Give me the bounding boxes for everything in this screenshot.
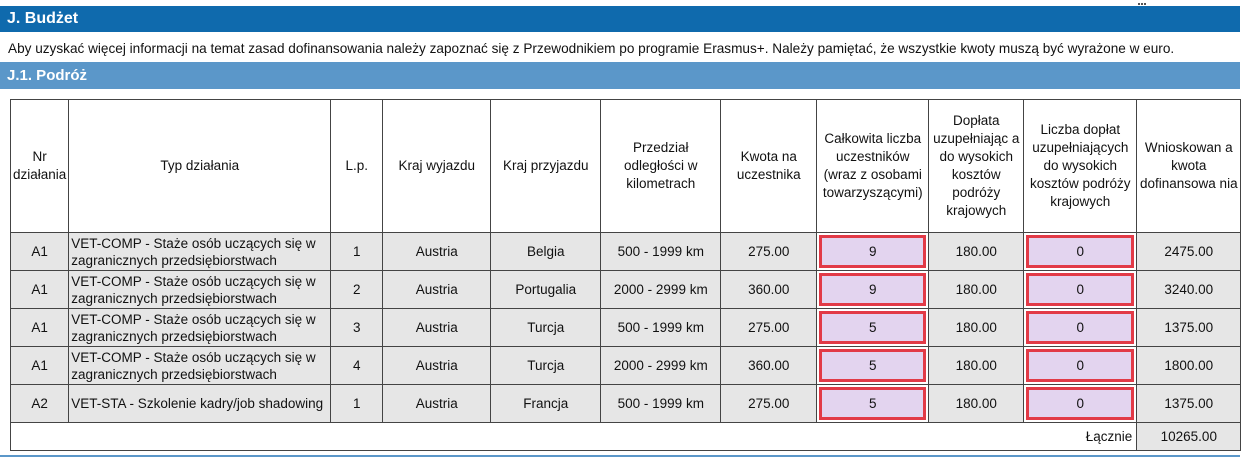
cell-distance-band: 500 - 1999 km [601,309,721,347]
cell-action-number: A1 [11,347,69,385]
cell-action-type: VET-COMP - Staże osób uczących się w zagranicznych przedsiębiorstwach [69,347,331,385]
cell-action-number: A1 [11,233,69,271]
cell-participants [817,309,929,347]
col-header-country-from: Kraj wyjazdu [383,100,491,233]
cell-action-type: VET-COMP - Staże osób uczących się w zagranicznych przedsiębiorstwach [69,233,331,271]
participants-input[interactable]: 5 [819,349,926,382]
cell-country-to: Francja [491,385,601,423]
col-header-lp: L.p. [331,100,383,233]
table-header-row [11,100,1241,233]
topup-count-input[interactable]: 0 [1026,349,1134,382]
col-header-topup-amount: Dopłata uzupełniając a do wysokich kosztów podróży krajowych [929,100,1024,233]
bottom-divider [0,455,1240,457]
total-value: 10265.00 [1137,423,1241,451]
cell-country-from: Austria [383,271,491,309]
topup-count-input[interactable]: 0 [1026,273,1134,306]
cell-lp: 1 [331,233,383,271]
cell-topup-count [1024,271,1137,309]
travel-budget-table-wrap [10,99,1241,451]
col-header-action-type: Typ działania [69,100,331,233]
cell-country-to: Turcja [491,309,601,347]
cell-distance-band: 500 - 1999 km [601,385,721,423]
cell-amount: 275.00 [721,233,817,271]
travel-budget-table [10,99,1241,451]
cell-action-number: A2 [11,385,69,423]
cell-country-from: Austria [383,347,491,385]
cell-country-from: Austria [383,233,491,271]
cell-country-from: Austria [383,309,491,347]
cell-action-type: VET-COMP - Staże osób uczących się w zagranicznych przedsiębiorstwach [69,309,331,347]
subsection-header: J.1. Podróż [0,62,1240,89]
cell-requested-amount: 3240.00 [1137,271,1241,309]
cell-action-number: A1 [11,271,69,309]
cell-participants [817,347,929,385]
corner-decoration [1138,0,1146,5]
cell-topup-amount: 180.00 [929,347,1024,385]
cell-amount: 275.00 [721,385,817,423]
cell-distance-band: 2000 - 2999 km [601,271,721,309]
col-header-country-to: Kraj przyjazdu [491,100,601,233]
cell-participants [817,233,929,271]
cell-country-to: Turcja [491,347,601,385]
cell-topup-amount: 180.00 [929,233,1024,271]
cell-requested-amount: 1800.00 [1137,347,1241,385]
cell-lp: 4 [331,347,383,385]
section-header: J. Budżet [0,6,1240,32]
cell-topup-count [1024,347,1137,385]
cell-topup-count [1024,385,1137,423]
cell-participants [817,271,929,309]
cell-requested-amount: 1375.00 [1137,309,1241,347]
cell-requested-amount: 2475.00 [1137,233,1241,271]
cell-topup-count [1024,309,1137,347]
col-header-total-participants: Całkowita liczba uczestników (wraz z osobami towarzyszącymi) [817,100,929,233]
total-row [11,423,1241,451]
table-row [11,233,1241,271]
cell-amount: 275.00 [721,309,817,347]
budget-info-text: Aby uzyskać więcej informacji na temat zasad dofinansowania należy zapoznać się z Przewodnikiem po programie Erasmus+. Należy pamiętać, że wszystkie kwoty muszą być wyrażone w euro. [8,41,1175,56]
cell-lp: 2 [331,271,383,309]
cell-lp: 3 [331,309,383,347]
col-header-requested-amount: Wnioskowan a kwota dofinansowa nia [1137,100,1241,233]
table-row [11,347,1241,385]
cell-requested-amount: 1375.00 [1137,385,1241,423]
participants-input[interactable]: 5 [819,387,926,420]
col-header-action-number: Nr działania [11,100,69,233]
cell-country-to: Portugalia [491,271,601,309]
cell-distance-band: 2000 - 2999 km [601,347,721,385]
col-header-amount-per-participant: Kwota na uczestnika [721,100,817,233]
cell-country-from: Austria [383,385,491,423]
cell-amount: 360.00 [721,347,817,385]
cell-topup-count [1024,233,1137,271]
col-header-distance-band: Przedział odległości w kilometrach [601,100,721,233]
cell-topup-amount: 180.00 [929,309,1024,347]
participants-input[interactable]: 9 [819,273,926,306]
cell-action-type: VET-STA - Szkolenie kadry/job shadowing [69,385,331,423]
topup-count-input[interactable]: 0 [1026,311,1134,344]
cell-topup-amount: 180.00 [929,271,1024,309]
participants-input[interactable]: 9 [819,235,926,268]
topup-count-input[interactable]: 0 [1026,235,1134,268]
cell-topup-amount: 180.00 [929,385,1024,423]
table-row [11,271,1241,309]
topup-count-input[interactable]: 0 [1026,387,1134,420]
col-header-topup-count: Liczba dopłat uzupełniających do wysokich kosztów podróży krajowych [1024,100,1137,233]
cell-action-type: VET-COMP - Staże osób uczących się w zagranicznych przedsiębiorstwach [69,271,331,309]
total-label: Łącznie [11,423,1137,451]
cell-amount: 360.00 [721,271,817,309]
cell-country-to: Belgia [491,233,601,271]
cell-distance-band: 500 - 1999 km [601,233,721,271]
cell-participants [817,385,929,423]
participants-input[interactable]: 5 [819,311,926,344]
table-row [11,309,1241,347]
cell-lp: 1 [331,385,383,423]
cell-action-number: A1 [11,309,69,347]
table-row [11,385,1241,423]
